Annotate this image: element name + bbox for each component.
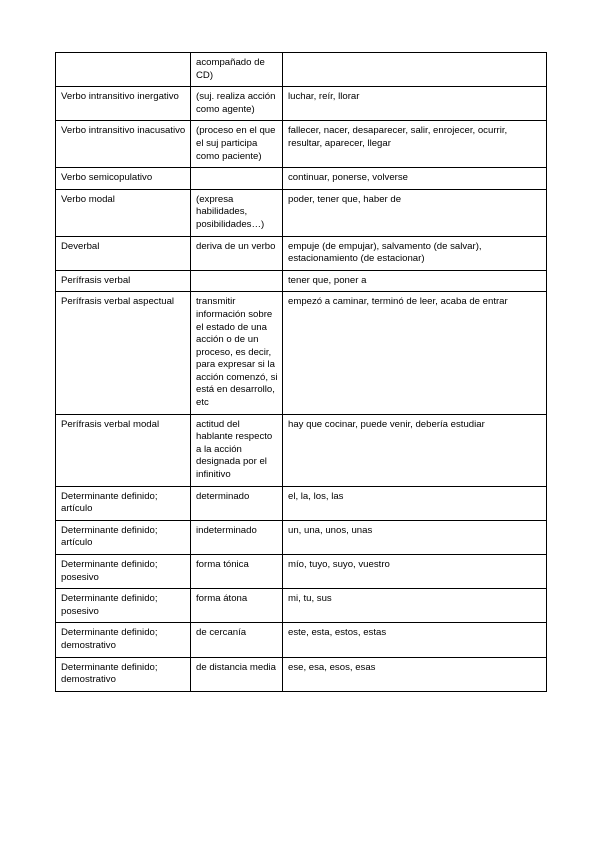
table-row — [56, 623, 547, 657]
description-cell: deriva de un verbo — [191, 236, 283, 270]
examples-cell: mío, tuyo, suyo, vuestro — [283, 555, 547, 589]
term-cell: Determinante definido; artículo — [56, 520, 191, 554]
examples-cell: tener que, poner a — [283, 270, 547, 292]
examples-cell: luchar, reír, llorar — [283, 87, 547, 121]
description-cell: transmitir información sobre el estado de una acción o de un proceso, es decir, para expresar si la acción comenzó, si está en desarrollo, etc — [191, 292, 283, 414]
table-row — [56, 236, 547, 270]
term-cell: Perífrasis verbal modal — [56, 414, 191, 486]
table-row — [56, 486, 547, 520]
examples-cell: el, la, los, las — [283, 486, 547, 520]
term-cell: Verbo semicopulativo — [56, 168, 191, 190]
table-row — [56, 555, 547, 589]
examples-cell: este, esta, estos, estas — [283, 623, 547, 657]
table-row — [56, 270, 547, 292]
table-row — [56, 53, 547, 87]
description-cell: actitud del hablante respecto a la acción designada por el infinitivo — [191, 414, 283, 486]
description-cell: indeterminado — [191, 520, 283, 554]
table-row — [56, 589, 547, 623]
term-cell: Verbo intransitivo inergativo — [56, 87, 191, 121]
term-cell: Determinante definido; posesivo — [56, 589, 191, 623]
description-cell: forma átona — [191, 589, 283, 623]
description-cell: de distancia media — [191, 657, 283, 691]
description-cell: forma tónica — [191, 555, 283, 589]
examples-cell: continuar, ponerse, volverse — [283, 168, 547, 190]
term-cell: Deverbal — [56, 236, 191, 270]
term-cell — [56, 53, 191, 87]
description-cell — [191, 270, 283, 292]
examples-cell: poder, tener que, haber de — [283, 189, 547, 236]
table-row — [56, 292, 547, 414]
term-cell: Verbo modal — [56, 189, 191, 236]
examples-cell — [283, 53, 547, 87]
description-cell: de cercanía — [191, 623, 283, 657]
table-row — [56, 168, 547, 190]
table-row — [56, 189, 547, 236]
examples-cell: hay que cocinar, puede venir, debería estudiar — [283, 414, 547, 486]
examples-cell: empuje (de empujar), salvamento (de salvar), estacionamiento (de estacionar) — [283, 236, 547, 270]
description-cell: (proceso en el que el suj participa como paciente) — [191, 121, 283, 168]
term-cell: Determinante definido; posesivo — [56, 555, 191, 589]
table-row — [56, 121, 547, 168]
examples-cell: empezó a caminar, terminó de leer, acaba de entrar — [283, 292, 547, 414]
term-cell: Determinante definido; artículo — [56, 486, 191, 520]
examples-cell: fallecer, nacer, desaparecer, salir, enrojecer, ocurrir, resultar, aparecer, llegar — [283, 121, 547, 168]
term-cell: Perífrasis verbal aspectual — [56, 292, 191, 414]
description-cell — [191, 168, 283, 190]
examples-cell: ese, esa, esos, esas — [283, 657, 547, 691]
description-cell: (expresa habilidades, posibilidades…) — [191, 189, 283, 236]
glossary-table — [55, 52, 547, 692]
term-cell: Determinante definido; demostrativo — [56, 657, 191, 691]
description-cell: acompañado de CD) — [191, 53, 283, 87]
term-cell: Determinante definido; demostrativo — [56, 623, 191, 657]
examples-cell: mi, tu, sus — [283, 589, 547, 623]
term-cell: Perífrasis verbal — [56, 270, 191, 292]
table-row — [56, 87, 547, 121]
table-row — [56, 414, 547, 486]
description-cell: (suj. realiza acción como agente) — [191, 87, 283, 121]
term-cell: Verbo intransitivo inacusativo — [56, 121, 191, 168]
description-cell: determinado — [191, 486, 283, 520]
table-row — [56, 520, 547, 554]
examples-cell: un, una, unos, unas — [283, 520, 547, 554]
table-row — [56, 657, 547, 691]
